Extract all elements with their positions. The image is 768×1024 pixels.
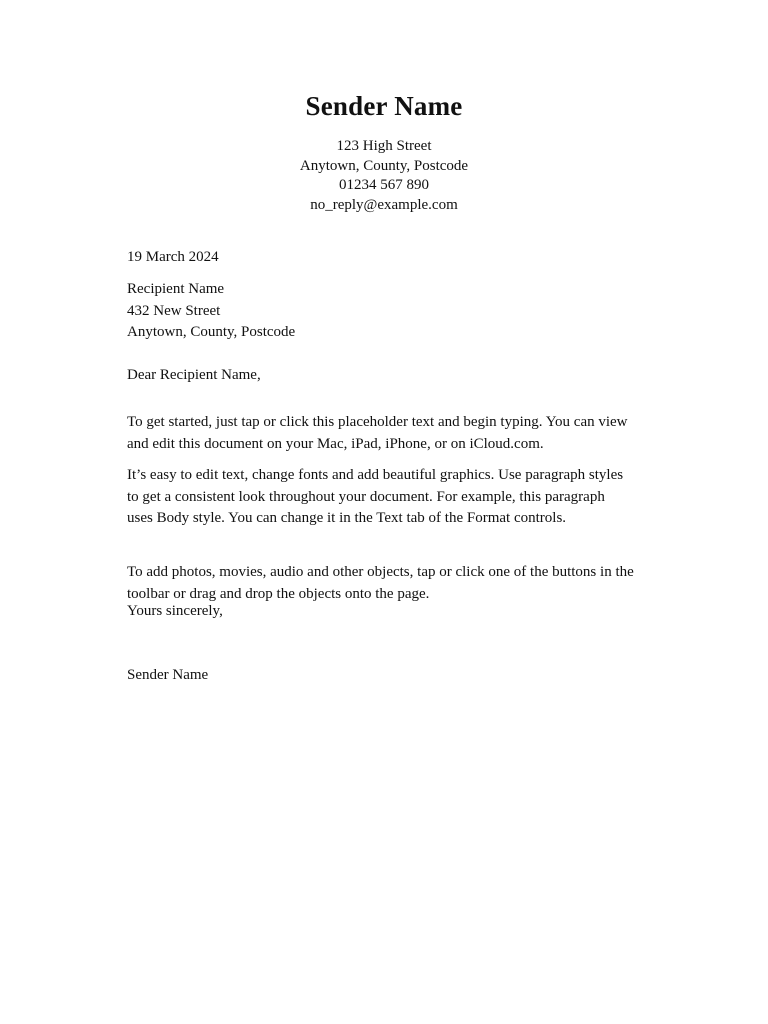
recipient-address-block[interactable] <box>127 279 647 344</box>
closing[interactable]: Yours sincerely, <box>127 603 223 619</box>
letter-date[interactable]: 19 March 2024 <box>127 249 219 265</box>
sender-phone[interactable]: 01234 567 890 <box>339 177 429 193</box>
recipient-street[interactable]: 432 New Street <box>127 302 221 319</box>
sender-email[interactable]: no_reply@example.com <box>310 196 458 213</box>
body-paragraph-1[interactable]: To get started, just tap or click this placeholder text and begin typing. You can view and edit this document on your Mac, iPad, iPhone, or on iCloud.com. <box>127 414 628 452</box>
signature-name[interactable]: Sender Name <box>127 667 209 683</box>
sender-street[interactable]: 123 High Street <box>336 138 432 154</box>
body-paragraph-2[interactable]: It’s easy to edit text, change fonts and add beautiful graphics. Use paragraph styles to get a consistent look throughout your document. For example, this paragraph uses Body style. You can change it in the Text tab of the Format controls. <box>127 467 624 526</box>
greeting[interactable]: Dear Recipient Name, <box>127 367 261 383</box>
sender-town[interactable]: Anytown, County, Postcode <box>299 157 469 174</box>
sender-name-heading[interactable]: Sender Name <box>305 91 463 121</box>
recipient-town[interactable]: Anytown, County, Postcode <box>127 324 296 340</box>
recipient-name[interactable]: Recipient Name <box>127 281 225 297</box>
sender-address-block[interactable] <box>0 137 768 215</box>
body-paragraph-3[interactable]: To add photos, movies, audio and other objects, tap or click one of the buttons in the toolbar or drag and drop the objects onto the page. <box>127 564 634 602</box>
